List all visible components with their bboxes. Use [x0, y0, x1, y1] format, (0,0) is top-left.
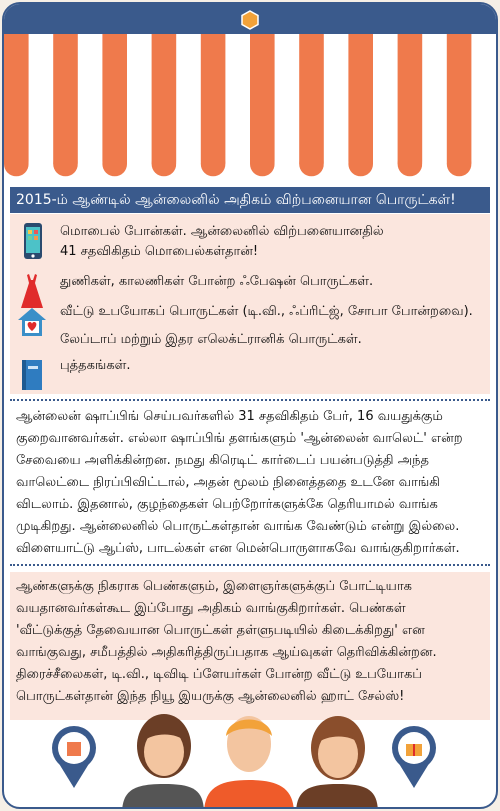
awning-stripe — [348, 34, 373, 164]
awning-scallop — [299, 152, 324, 177]
paragraph-line: வயதானவர்கள்கூட இப்போது அதிகம் வாங்குகிறார்கள். பெண்கள் — [16, 601, 406, 616]
awning-stripe — [447, 34, 472, 164]
man-center-avatar — [204, 716, 294, 809]
divider — [10, 564, 490, 566]
awning-scallop — [373, 152, 398, 177]
shop-awning — [4, 34, 496, 182]
shoppers-illustration — [4, 704, 496, 809]
infographic-frame — [2, 2, 498, 809]
paragraph-line: திரைச்சீலைகள், டி.வி., டிவிடி ப்ளேயர்கள் போன்ற வீட்டு உபயோகப் — [16, 667, 422, 682]
awning-scallop — [422, 152, 447, 177]
paragraph-line: குறைவானவர்கள். எல்லா ஷாப்பிங் தளங்களும் 'ஆன்லைன் வாலெட்' என்ற — [16, 431, 463, 446]
awning-stripe — [299, 34, 324, 164]
paragraph-1 — [16, 406, 484, 560]
awning-scallop — [78, 152, 103, 177]
awning-scallop — [102, 152, 127, 177]
item-text-line1: மொபைல் போன்கள். ஆன்லைனில் விற்பனையானதில் — [60, 224, 384, 239]
paragraph-line: ஆண்களுக்கு நிகராக பெண்களும், இளைஞர்களுக்குப் போட்டியாக — [16, 579, 412, 594]
top-products-list — [10, 214, 490, 394]
item-text-line2: 41 சதவிகிதம் மொபைல்கள்தான்! — [60, 244, 259, 259]
awning-scallop — [29, 152, 54, 177]
woman-right-avatar — [296, 716, 378, 809]
awning-stripe — [398, 34, 423, 164]
awning-scallop — [201, 152, 226, 177]
paragraph-line: முடிகிறது. ஆன்லைனில் பொருட்கள்தான் வாங்க வேண்டும் என்று இல்லை. — [16, 519, 460, 534]
awning-scallop — [324, 152, 349, 177]
awning-scallop — [250, 152, 275, 177]
awning-scallop — [471, 152, 496, 177]
item-text: புத்தகங்கள். — [60, 358, 131, 373]
awning-scallop — [348, 152, 373, 177]
paragraph-line: விளையாட்டு ஆப்ஸ், பாடல்கள் என மென்பொருளாகவே வாங்குகிறார்கள். — [16, 541, 460, 556]
awning-stripe — [152, 34, 177, 164]
paragraph-line: 'வீட்டுக்குத் தேவையான பொருட்கள் தள்ளுபடியில் கிடைக்கிறது' என — [16, 623, 425, 638]
paragraph-line: வாலெட்டை நிரப்பிவிட்டால், அதன் மூலம் நினைத்ததை உடனே வாங்கி — [16, 475, 440, 490]
hexagon-icon — [240, 10, 260, 30]
awning-scallop — [275, 152, 300, 177]
paragraph-line: ஆன்லைன் ஷாப்பிங் செய்பவர்களில் 31 சதவிகிதம் பேர், 16 வயதுக்கும் — [16, 409, 443, 424]
paragraph-line: பொருட்கள்தான் இந்த நியூ இயருக்கு ஆன்லைனில் ஹாட் சேல்ஸ்! — [16, 689, 405, 704]
awning-scallop — [53, 152, 78, 177]
awning-scallop — [398, 152, 423, 177]
awning-stripe — [201, 34, 226, 164]
awning-stripe — [53, 34, 78, 164]
paragraph-line: சேவையை அளிக்கின்றன. நமது கிரெடிட் கார்டைப் பயன்படுத்தி அந்த — [16, 453, 429, 468]
awning-scallop — [447, 152, 472, 177]
awning-scallop — [152, 152, 177, 177]
paragraph-2 — [16, 576, 484, 708]
woman-left-avatar — [122, 714, 204, 809]
paragraph-line: விடலாம். இதனால், குழந்தைகள் பெற்றோர்களுக்கே தெரியாமல் வாங்க — [16, 497, 438, 512]
shopping-bag-pin-icon — [52, 726, 96, 788]
awning-scallop — [225, 152, 250, 177]
mobile-phone-icon — [16, 222, 48, 262]
item-text: லேப்டாப் மற்றும் இதர எலெக்ட்ரானிக் பொருட்கள். — [60, 332, 362, 347]
awning-stripe — [4, 34, 29, 164]
divider — [10, 399, 490, 401]
item-text: வீட்டு உபயோகப் பொருட்கள் (டி.வி., ஃப்ரிட்ஜ், சோபா போன்றவை). — [60, 304, 473, 319]
awning-stripe — [250, 34, 275, 164]
book-icon — [16, 356, 48, 396]
awning-scallop — [176, 152, 201, 177]
paragraph-line: வாங்குவது, சமீபத்தில் அதிகரித்திருப்பதாக ஆய்வுகள் தெரிவிக்கின்றன. — [16, 645, 437, 660]
gift-pin-icon — [392, 726, 436, 788]
home-icon — [16, 302, 48, 342]
awning-scallop — [4, 152, 29, 177]
top-bar — [4, 4, 496, 34]
section-title: 2015-ம் ஆண்டில் ஆன்லைனில் அதிகம் விற்பனையான பொருட்கள்! — [10, 187, 490, 213]
awning-scallop — [127, 152, 152, 177]
item-text: துணிகள், காலணிகள் போன்ற ஃபேஷன் பொருட்கள். — [60, 274, 374, 289]
awning-stripe — [102, 34, 127, 164]
